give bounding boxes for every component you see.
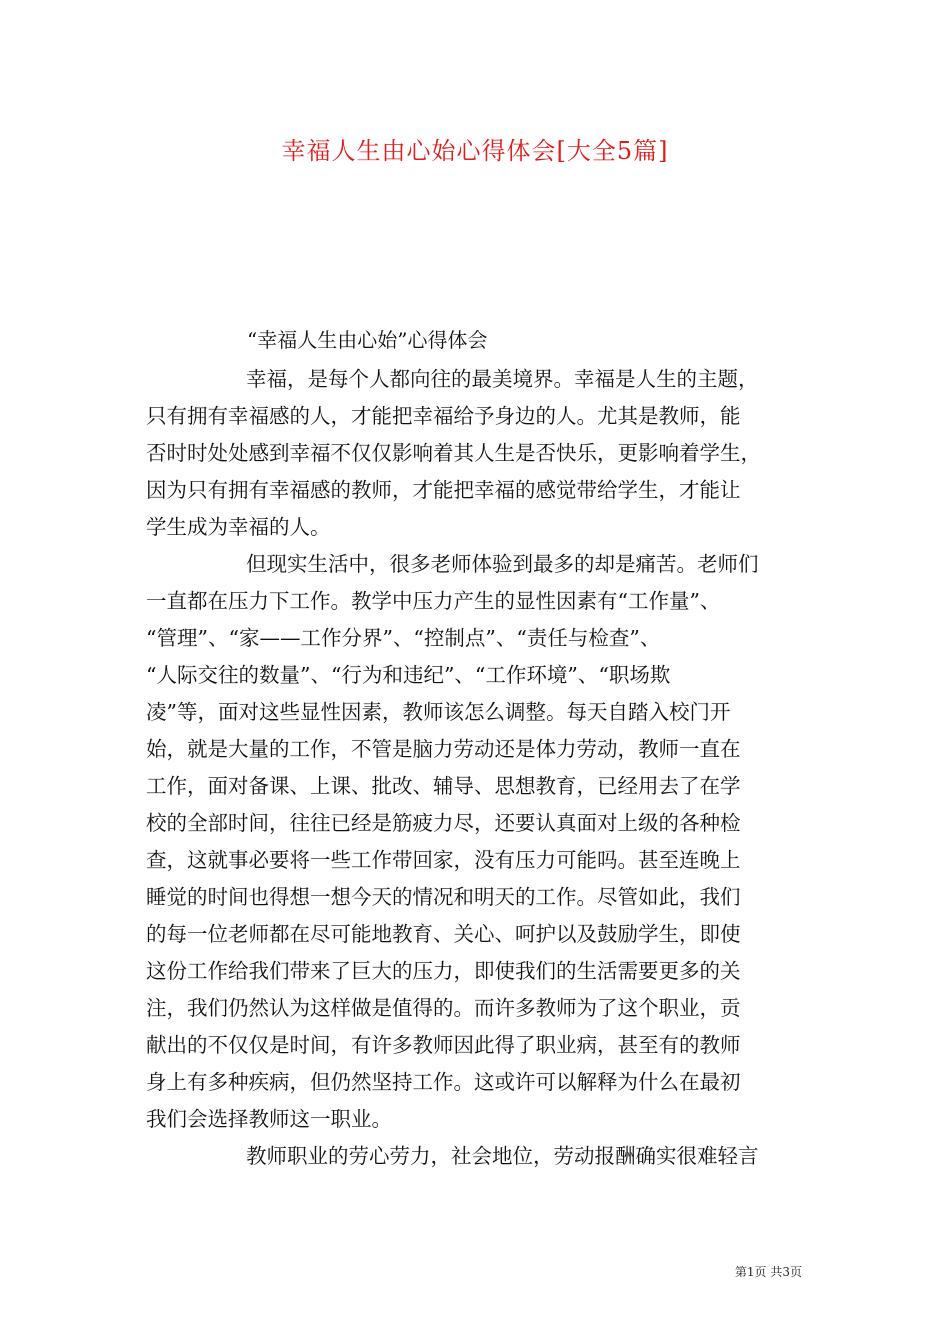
paragraph-line: 注，我们仍然认为这样做是值得的。而许多教师为了这个职业，贡: [146, 996, 741, 1020]
paragraph-line: 教师职业的劳心劳力，社会地位，劳动报酬确实很难轻言: [246, 1144, 759, 1168]
page-title: 幸福人生由心始心得体会[大全5篇]: [281, 137, 669, 165]
paragraph-line: 睡觉的时间也得想一想今天的情况和明天的工作。尽管如此，我们: [146, 885, 741, 909]
paragraph-line: 献出的不仅仅是时间，有许多教师因此得了职业病，甚至有的教师: [146, 1033, 741, 1057]
page-number: 第1页 共3页: [734, 1265, 802, 1279]
paragraph-line: 学生成为幸福的人。: [146, 515, 331, 539]
paragraph-line: 凌”等，面对这些显性因素，教师该怎么调整。每天自踏入校门开: [146, 700, 731, 724]
paragraph-line: 工作，面对备课、上课、批改、辅导、思想教育，已经用去了在学: [146, 774, 741, 798]
paragraph-line: 幸福，是每个人都向往的最美境界。幸福是人生的主题，: [246, 367, 759, 391]
paragraph-line: 这份工作给我们带来了巨大的压力，即使我们的生活需要更多的关: [146, 959, 741, 983]
paragraph-line: 一直都在压力下工作。教学中压力产生的显性因素有“工作量”、: [146, 589, 721, 613]
paragraph-line: 的每一位老师都在尽可能地教育、关心、呵护以及鼓励学生，即使: [146, 922, 741, 946]
paragraph-line: 只有拥有幸福感的人，才能把幸福给予身边的人。尤其是教师，能: [146, 404, 741, 428]
paragraph-line: “人际交往的数量”、“行为和违纪”、“工作环境”、“职场欺: [146, 663, 671, 687]
paragraph-line: 但现实生活中，很多老师体验到最多的却是痛苦。老师们: [246, 552, 759, 576]
paragraph-line: “管理”、“家——工作分界”、“控制点”、“责任与检查”、: [146, 626, 661, 650]
paragraph-line: 查，这就事必要将一些工作带回家，没有压力可能吗。甚至连晚上: [146, 848, 741, 872]
paragraph-line: 校的全部时间，往往已经是筋疲力尽，还要认真面对上级的各种检: [146, 811, 741, 835]
essay-subtitle: “幸福人生由心始”心得体会: [247, 328, 488, 352]
paragraph-line: 始，就是大量的工作，不管是脑力劳动还是体力劳动，教师一直在: [146, 737, 741, 761]
paragraph-line: 身上有多种疾病，但仍然坚持工作。这或许可以解释为什么在最初: [146, 1070, 741, 1094]
paragraph-line: 因为只有拥有幸福感的教师，才能把幸福的感觉带给学生，才能让: [146, 478, 741, 502]
paragraph-line: 我们会选择教师这一职业。: [146, 1107, 392, 1131]
paragraph-line: 否时时处处感到幸福不仅仅影响着其人生是否快乐，更影响着学生，: [146, 441, 761, 465]
